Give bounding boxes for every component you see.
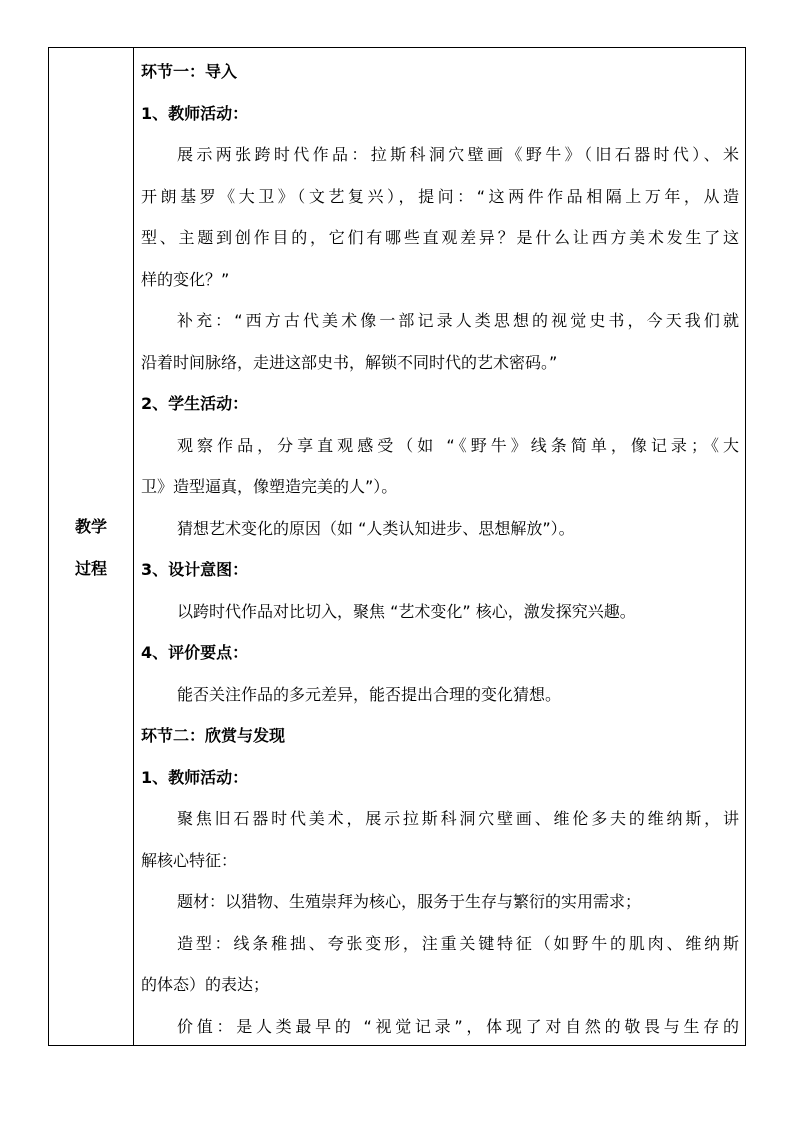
- section-heading: 4、评价要点：: [141, 643, 249, 662]
- section-heading: 3、设计意图：: [141, 560, 249, 579]
- content-line: 解核心特征：: [141, 850, 238, 870]
- row-label-line-1: 教学: [74, 517, 107, 536]
- content-line: 补充：“西方古代美术像一部记录人类思想的视觉史书，今天我们就: [177, 311, 739, 330]
- section-heading: 1、教师活动：: [141, 767, 249, 787]
- content-line: 猜想艺术变化的原因（如 “人类认知进步、思想解放”）。: [177, 518, 575, 538]
- content-line: 以跨时代作品对比切入，聚焦 “艺术变化” 核心，激发探究兴趣。: [177, 601, 636, 621]
- content-line: 题材：以猎物、生殖崇拜为核心，服务于生存与繁衍的实用需求；: [177, 892, 642, 911]
- section-heading: 环节二：欣赏与发现: [141, 726, 286, 745]
- content-line: 卫》造型逼真，像塑造完美的人”）。: [141, 477, 398, 496]
- content-line: 沿着时间脉络，走进这部史书，解锁不同时代的艺术密码。”: [141, 352, 558, 372]
- section-heading: 2、学生活动：: [141, 394, 249, 413]
- content-line: 展示两张跨时代作品：拉斯科洞穴壁画《野牛》（旧石器时代）、米: [177, 145, 739, 164]
- content-line: 造型：线条稚拙、夸张变形，注重关键特征（如野牛的肌肉、维纳斯: [177, 933, 739, 953]
- column-divider: [133, 48, 134, 1045]
- section-heading: 1、教师活动：: [141, 103, 249, 123]
- row-label-line-2: 过程: [74, 559, 107, 578]
- content-line: 的体态）的表达；: [141, 975, 270, 994]
- content-line: 开朗基罗《大卫》（文艺复兴），提问：“这两件作品相隔上万年，从造: [141, 186, 739, 206]
- lesson-table: [48, 47, 746, 1046]
- content-line: 样的变化？”: [141, 269, 230, 289]
- content-line: 价值：是人类最早的 “视觉记录”，体现了对自然的敬畏与生存的: [177, 1016, 739, 1036]
- section-heading: 环节一：导入: [141, 62, 238, 81]
- content-line: 能否关注作品的多元差异，能否提出合理的变化猜想。: [177, 684, 562, 704]
- row-label-cell: [49, 48, 133, 1045]
- content-line: 观察作品，分享直观感受（如 “《野牛》线条简单，像记录；《大: [177, 435, 739, 455]
- content-cell: [141, 48, 741, 1045]
- content-line: 型、主题到创作目的，它们有哪些直观差异？是什么让西方美术发生了这: [141, 228, 739, 247]
- content-line: 聚焦旧石器时代美术，展示拉斯科洞穴壁画、维伦多夫的维纳斯，讲: [177, 809, 739, 828]
